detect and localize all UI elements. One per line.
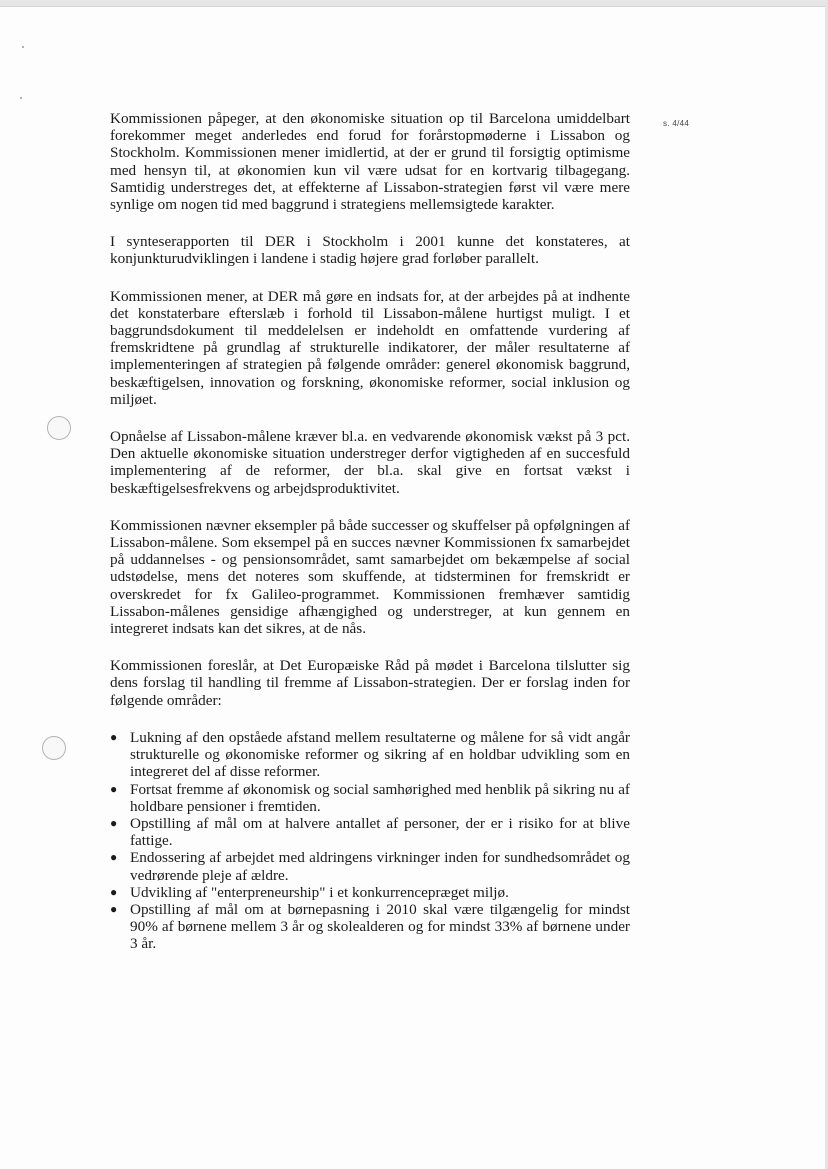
punch-hole-lower [42, 736, 66, 760]
list-item [110, 849, 630, 883]
list-item [110, 884, 630, 901]
paragraph: Opnåelse af Lissabon-målene kræver bl.a. en vedvarende økonomisk vækst på 3 pct. Den aktuelle økonomiske situation understreger derfor vigtigheden af en succesfuld implementering af de reformer, der bl.a. skal give en fortsat vækst i beskæftigelsesfrekvens og arbejdsproduktivitet. [110, 428, 630, 497]
bullet-icon: ● [110, 729, 118, 744]
paragraph: Kommissionen mener, at DER må gøre en indsats for, at der arbejdes på at indhente det konstaterbare efterslæb i forhold til Lissabon-målene hurtigst muligt. I et baggrundsdokument til meddelelsen er indeholdt en omfattende vurdering af fremskridtene på grundlag af strukturelle indikatorer, der måler resultaterne af implementeringen af strategien på følgende områder: generel økonomisk baggrund, beskæftigelsen, innovation og forskning, økonomiske reformer, social inklusion og miljøet. [110, 287, 630, 408]
scan-speck [20, 97, 22, 99]
document-body [110, 110, 630, 953]
list-item [110, 815, 630, 849]
bullet-icon: ● [110, 850, 118, 865]
bullet-icon: ● [110, 781, 118, 796]
list-item [110, 781, 630, 815]
bullet-icon: ● [110, 884, 118, 899]
paragraph: Kommissionen foreslår, at Det Europæiske Råd på mødet i Barcelona tilslutter sig dens forslag til handling til fremme af Lissabon-strategien. Der er forslag inden for følgende områder: [110, 657, 630, 709]
list-item-text: Opstilling af mål om at halvere antallet af personer, der er i risiko for at blive fattige. [130, 814, 630, 850]
list-item [110, 729, 630, 781]
list-item-text: Opstilling af mål om at børnepasning i 2010 skal være tilgængelig for mindst 90% af børnene mellem 3 år og skolealderen og for mindst 33% af børnene under 3 år. [130, 900, 630, 953]
paragraph: I synteserapporten til DER i Stockholm i 2001 kunne det konstateres, at konjunkturudviklingen i landene i stadig højere grad forløber parallelt. [110, 233, 630, 268]
scan-speck [22, 46, 24, 48]
list-item-text: Lukning af den opståede afstand mellem resultaterne og målene for så vidt angår strukturelle og økonomiske reformer og sikring af en holdbar udvikling som en integreret del af disse reformer. [130, 728, 630, 781]
list-item [110, 901, 630, 953]
scan-top-edge [0, 0, 828, 7]
list-item-text: Fortsat fremme af økonomisk og social samhørighed med henblik på sikring nu af holdbare pensioner i fremtiden. [130, 780, 630, 815]
proposal-list [110, 729, 630, 953]
list-item-text: Udvikling af "enterpreneurship" i et konkurrencepræget miljø. [130, 883, 509, 901]
list-item-text: Endossering af arbejdet med aldringens virkninger inden for sundhedsområdet og vedrørende pleje af ældre. [130, 849, 630, 884]
paragraph: Kommissionen påpeger, at den økonomiske situation op til Barcelona umiddelbart forekommer meget anderledes end forud for forårstopmøderne i Lissabon og Stockholm. Kommissionen mener imidlertid, at der er grund til forsigtig optimisme med hensyn til, at økonomien kun vil være udsat for en kortvarig tilbagegang. Samtidig understreges det, at effekterne af Lissabon-strategien først vil være mere synlige om nogen tid med baggrund i strategiens mellemsigtede karakter. [110, 110, 630, 214]
paragraph: Kommissionen nævner eksempler på både successer og skuffelser på opfølgningen af Lissabon-målene. Som eksempel på en succes nævner Kommissionen fx samarbejdet på uddannelses - og pensionsområdet, samt samarbejdet om bekæmpelse af social udstødelse, mens det noteres som skuffende, at tidsterminen for fremskridt er overskredet for fx Galileo-programmet. Kommissionen fremhæver samtidig Lissabon-målenes gensidige afhængighed og understreger, at kun gennem en integreret indsats kan det sikres, at de nås. [110, 516, 630, 638]
bullet-icon: ● [110, 901, 118, 916]
bullet-icon: ● [110, 815, 118, 830]
page-number: s. 4/44 [663, 119, 690, 128]
punch-hole-upper [47, 416, 71, 440]
